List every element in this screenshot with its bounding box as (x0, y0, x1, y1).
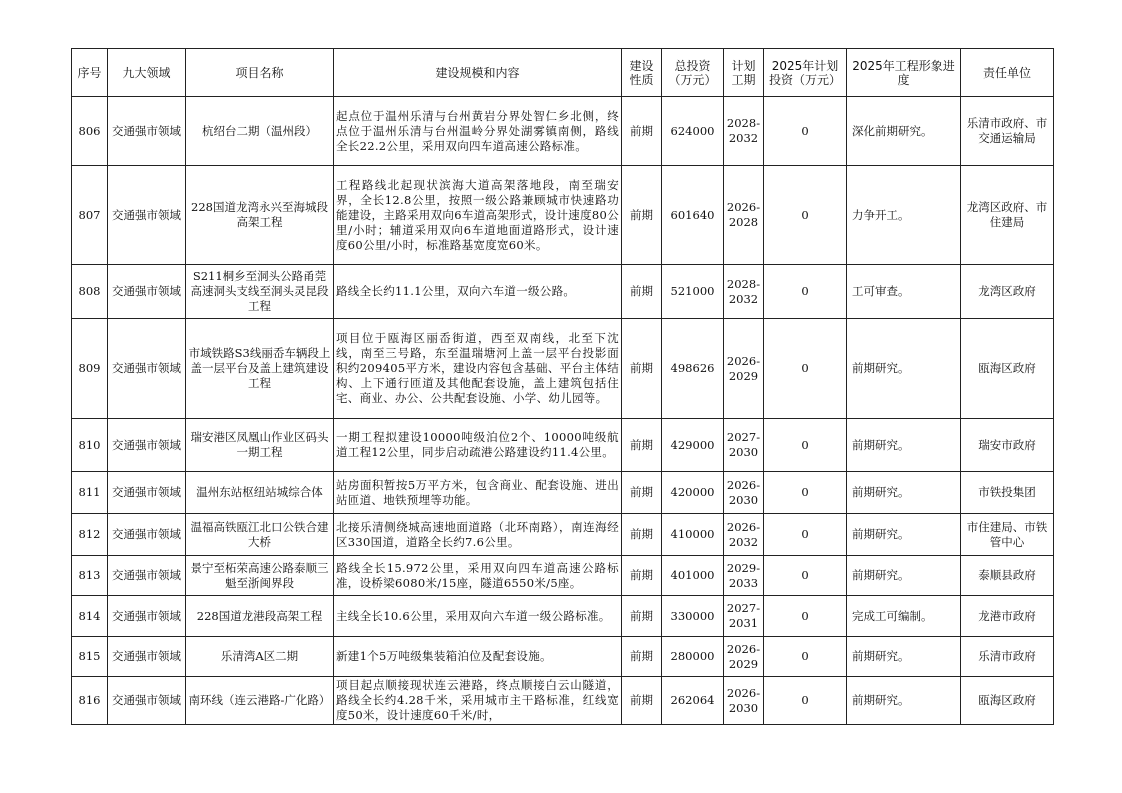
col-header-domain: 九大领域 (108, 49, 186, 97)
cell-text: 瓯海区政府 (978, 361, 1036, 375)
cell-seq (72, 166, 108, 265)
cell-name (186, 637, 334, 677)
cell-name (186, 319, 334, 419)
cell-plan2025 (764, 472, 847, 514)
cell-progress (847, 514, 961, 556)
cell-nature (622, 472, 662, 514)
cell-text: 乐清湾A区二期 (220, 649, 299, 663)
cell-text: 前期 (630, 284, 653, 298)
cell-nature (622, 596, 662, 637)
cell-text: 前期研究。 (852, 437, 910, 452)
cell-text: 330000 (670, 608, 715, 623)
cell-progress (847, 556, 961, 596)
cell-domain (108, 419, 186, 472)
cell-nature (622, 419, 662, 472)
cell-unit (961, 166, 1054, 265)
cell-text: 北接乐清侧绕城高速地面道路（北环南路），南连海经区330国道，道路全长约7.6公里。 (336, 519, 619, 549)
cell-text: 420000 (670, 485, 715, 499)
cell-text: S211桐乡至洞头公路甬莞高速洞头支线至洞头灵昆段工程 (190, 269, 329, 313)
cell-content (334, 97, 622, 166)
cell-text: 交通强市领域 (112, 207, 181, 222)
cell-total (662, 166, 724, 265)
cell-text: 主线全长10.6公里，采用双向六车道一级公路标准。 (336, 608, 611, 623)
cell-unit (961, 472, 1054, 514)
cell-domain (108, 265, 186, 319)
cell-name (186, 514, 334, 556)
cell-nature (622, 319, 662, 419)
cell-content (334, 514, 622, 556)
cell-text: 810 (78, 437, 101, 452)
cell-text: 0 (801, 207, 809, 222)
cell-seq (72, 637, 108, 677)
cell-text: 交通强市领域 (112, 361, 181, 375)
cell-content (334, 419, 622, 472)
table-row (72, 97, 1054, 166)
cell-text: 2029-2033 (726, 560, 761, 590)
cell-text: 2026-2029 (726, 641, 761, 671)
cell-text: 前期 (630, 649, 653, 663)
cell-text: 0 (801, 608, 809, 623)
cell-seq (72, 97, 108, 166)
cell-total (662, 97, 724, 166)
cell-text: 前期研究。 (852, 485, 910, 499)
cell-total (662, 596, 724, 637)
cell-text: 前期研究。 (852, 649, 910, 663)
cell-content (334, 596, 622, 637)
cell-progress (847, 596, 961, 637)
cell-text: 前期 (630, 693, 653, 707)
cell-text: 806 (78, 123, 101, 138)
cell-total (662, 265, 724, 319)
cell-text: 交通强市领域 (112, 437, 181, 452)
cell-content (334, 265, 622, 319)
cell-progress (847, 97, 961, 166)
cell-text: 乐清市政府、市交通运输局 (966, 116, 1048, 145)
cell-text: 项目起点顺接现状连云港路，终点顺接白云山隧道，路线全长约4.28千米，采用城市主干路标准，红线宽度50米，设计速度60千米/时， (336, 678, 619, 722)
table-row (72, 419, 1054, 472)
cell-total (662, 472, 724, 514)
cell-text: 807 (78, 207, 101, 222)
cell-seq (72, 319, 108, 419)
cell-progress (847, 166, 961, 265)
cell-content (334, 319, 622, 419)
cell-plan2025 (764, 677, 847, 725)
cell-text: 项目位于瓯海区丽岙街道，西至双南线，北至下沈线，南至三号路，东至温瑞塘河上盖一层平台投影面积约209405平方米，建设内容包含基础、平台主体结构、上下通行匝道及其他配套设施，盖上建筑包括住宅、商业、办公、公共配套设施、小学、幼儿园等。 (336, 331, 619, 405)
cell-progress (847, 419, 961, 472)
cell-total (662, 677, 724, 725)
cell-text: 龙湾区政府 (978, 284, 1036, 298)
cell-text: 2026-2029 (726, 353, 761, 383)
cell-text: 0 (801, 527, 809, 541)
project-table (71, 48, 1054, 725)
table-row (72, 166, 1054, 265)
cell-seq (72, 265, 108, 319)
cell-text: 景宁至柘荣高速公路泰顺三魁至浙闽界段 (190, 560, 329, 590)
cell-plan2025 (764, 265, 847, 319)
cell-progress (847, 637, 961, 677)
cell-text: 2028-2032 (726, 276, 761, 306)
cell-total (662, 637, 724, 677)
cell-domain (108, 596, 186, 637)
cell-text: 2026-2032 (726, 519, 761, 549)
cell-unit (961, 556, 1054, 596)
cell-text: 交通强市领域 (112, 123, 181, 138)
cell-text: 0 (801, 123, 809, 138)
table-row (72, 637, 1054, 677)
cell-text: 2028-2032 (726, 116, 761, 145)
cell-text: 624000 (670, 123, 715, 138)
header-row (72, 49, 1054, 97)
table-row (72, 319, 1054, 419)
cell-text: 交通强市领域 (112, 608, 181, 623)
cell-text: 0 (801, 649, 809, 663)
cell-text: 站房面积暂按5万平方米，包含商业、配套设施、进出站匝道、地铁预埋等功能。 (336, 477, 619, 507)
cell-domain (108, 677, 186, 725)
cell-plan2025 (764, 514, 847, 556)
cell-name (186, 556, 334, 596)
cell-text: 0 (801, 437, 809, 452)
cell-domain (108, 637, 186, 677)
cell-text: 0 (801, 568, 809, 582)
cell-text: 811 (78, 485, 101, 499)
cell-text: 2027-2030 (726, 430, 761, 459)
cell-text: 瓯海区政府 (978, 693, 1036, 707)
cell-name (186, 265, 334, 319)
cell-text: 路线全长15.972公里，采用双向四车道高速公路标准，设桥梁6080米/15座，隧道6550米/5座。 (336, 560, 619, 590)
cell-text: 815 (78, 649, 101, 663)
cell-name (186, 596, 334, 637)
cell-text: 泰顺县政府 (978, 568, 1036, 582)
cell-content (334, 637, 622, 677)
cell-text: 808 (78, 284, 101, 298)
cell-text: 前期 (630, 123, 653, 138)
cell-seq (72, 556, 108, 596)
cell-unit (961, 319, 1054, 419)
cell-content (334, 556, 622, 596)
cell-text: 前期 (630, 527, 653, 541)
cell-progress (847, 265, 961, 319)
cell-text: 前期 (630, 608, 653, 623)
cell-text: 乐清市政府 (978, 649, 1036, 663)
cell-text: 812 (78, 527, 101, 541)
cell-text: 前期 (630, 568, 653, 582)
cell-seq (72, 472, 108, 514)
cell-plan2025 (764, 637, 847, 677)
cell-nature (622, 265, 662, 319)
table-row (72, 677, 1054, 725)
cell-domain (108, 319, 186, 419)
cell-text: 前期研究。 (852, 361, 910, 375)
cell-unit (961, 514, 1054, 556)
cell-plan2025 (764, 556, 847, 596)
cell-name (186, 97, 334, 166)
cell-seq (72, 514, 108, 556)
cell-plan2025 (764, 319, 847, 419)
cell-text: 262064 (670, 693, 715, 707)
cell-text: 瑞安市政府 (978, 437, 1036, 452)
cell-text: 前期研究。 (852, 568, 910, 582)
cell-text: 0 (801, 693, 809, 707)
cell-plan2025 (764, 166, 847, 265)
cell-text: 0 (801, 284, 809, 298)
cell-name (186, 472, 334, 514)
cell-domain (108, 97, 186, 166)
cell-text: 2026-2030 (726, 685, 761, 715)
cell-period (724, 265, 764, 319)
cell-text: 市域铁路S3线丽岙车辆段上盖一层平台及盖上建筑建设工程 (188, 346, 331, 390)
cell-text: 交通强市领域 (112, 568, 181, 582)
cell-nature (622, 97, 662, 166)
cell-text: 交通强市领域 (112, 649, 181, 663)
cell-content (334, 677, 622, 725)
cell-plan2025 (764, 419, 847, 472)
cell-text: 温州东站枢纽站城综合体 (196, 485, 323, 499)
cell-text: 起点位于温州乐清与台州黄岩分界处智仁乡北侧，终点位于温州乐清与台州温岭分界处湖雾镇南侧，路线全长22.2公里，采用双向四车道高速公路标准。 (336, 108, 619, 153)
cell-text: 温福高铁瓯江北口公铁合建大桥 (190, 519, 329, 549)
cell-total (662, 556, 724, 596)
cell-domain (108, 556, 186, 596)
cell-domain (108, 514, 186, 556)
cell-text: 路线全长约11.1公里，双向六车道一级公路。 (336, 284, 576, 298)
cell-text: 前期 (630, 361, 653, 375)
cell-period (724, 97, 764, 166)
cell-period (724, 419, 764, 472)
cell-text: 工可审查。 (852, 284, 910, 298)
table-row (72, 596, 1054, 637)
table-row (72, 265, 1054, 319)
table-row (72, 514, 1054, 556)
cell-text: 601640 (670, 207, 715, 222)
cell-domain (108, 166, 186, 265)
cell-text: 南环线（连云港路-广化路） (188, 693, 331, 707)
col-header-content: 建设规模和内容 (334, 49, 622, 97)
cell-text: 龙湾区政府、市住建局 (966, 200, 1048, 229)
cell-period (724, 556, 764, 596)
cell-text: 498626 (670, 361, 715, 375)
cell-text: 228国道龙湾永兴至海城段高架工程 (191, 200, 328, 229)
cell-period (724, 472, 764, 514)
table-row (72, 472, 1054, 514)
cell-name (186, 677, 334, 725)
cell-text: 交通强市领域 (112, 284, 181, 298)
cell-text: 2027-2031 (726, 601, 761, 630)
cell-text: 交通强市领域 (112, 693, 181, 707)
cell-text: 新建1个5万吨级集装箱泊位及配套设施。 (336, 649, 552, 663)
table-row (72, 556, 1054, 596)
cell-unit (961, 97, 1054, 166)
cell-seq (72, 677, 108, 725)
cell-text: 一期工程拟建设10000吨级泊位2个、10000吨级航道工程12公里，同步启动疏港公路建设约11.4公里。 (336, 430, 619, 459)
col-header-nature: 建设性质 (622, 49, 662, 97)
cell-period (724, 637, 764, 677)
cell-nature (622, 637, 662, 677)
col-header-unit: 责任单位 (961, 49, 1054, 97)
cell-unit (961, 419, 1054, 472)
cell-period (724, 514, 764, 556)
cell-domain (108, 472, 186, 514)
cell-text: 力争开工。 (852, 207, 910, 222)
cell-text: 前期 (630, 207, 653, 222)
cell-unit (961, 265, 1054, 319)
cell-period (724, 319, 764, 419)
cell-text: 0 (801, 361, 809, 375)
cell-nature (622, 556, 662, 596)
cell-text: 280000 (670, 649, 715, 663)
cell-text: 0 (801, 485, 809, 499)
cell-text: 瑞安港区凤凰山作业区码头一期工程 (190, 430, 329, 459)
col-header-period: 计划工期 (724, 49, 764, 97)
cell-text: 交通强市领域 (112, 527, 181, 541)
cell-content (334, 166, 622, 265)
cell-text: 完成工可编制。 (852, 608, 933, 623)
cell-total (662, 419, 724, 472)
cell-text: 市住建局、市铁管中心 (966, 519, 1048, 549)
cell-seq (72, 596, 108, 637)
cell-name (186, 166, 334, 265)
cell-content (334, 472, 622, 514)
cell-progress (847, 472, 961, 514)
cell-text: 交通强市领域 (112, 485, 181, 499)
cell-text: 前期 (630, 485, 653, 499)
cell-plan2025 (764, 596, 847, 637)
cell-unit (961, 677, 1054, 725)
cell-nature (622, 677, 662, 725)
col-header-plan2025: 2025年计划投资（万元） (764, 49, 847, 97)
cell-text: 2026-2030 (726, 477, 761, 507)
cell-text: 429000 (670, 437, 715, 452)
cell-unit (961, 637, 1054, 677)
cell-total (662, 319, 724, 419)
cell-text: 401000 (670, 568, 715, 582)
cell-text: 前期研究。 (852, 693, 910, 707)
cell-text: 2026-2028 (726, 200, 761, 229)
cell-text: 813 (78, 568, 101, 582)
cell-text: 809 (78, 361, 101, 375)
col-header-total: 总投资（万元） (662, 49, 724, 97)
cell-period (724, 166, 764, 265)
cell-text: 816 (78, 693, 101, 707)
cell-period (724, 596, 764, 637)
cell-nature (622, 514, 662, 556)
col-header-seq: 序号 (72, 49, 108, 97)
cell-plan2025 (764, 97, 847, 166)
cell-text: 前期 (630, 437, 653, 452)
cell-nature (622, 166, 662, 265)
cell-total (662, 514, 724, 556)
cell-unit (961, 596, 1054, 637)
cell-text: 市铁投集团 (978, 485, 1036, 499)
cell-text: 814 (78, 608, 101, 623)
col-header-progress: 2025年工程形象进度 (847, 49, 961, 97)
cell-text: 工程路线北起现状滨海大道高架落地段，南至瑞安界，全长12.8公里，按照一级公路兼顾城市快速路功能建设，主路采用双向6车道高架形式，设计速度80公里/小时；辅道采用双向6车道地面道路形式，设计速度60公里/小时，标准路基宽度宽60米。 (336, 177, 619, 252)
cell-progress (847, 677, 961, 725)
cell-text: 杭绍台二期（温州段） (202, 123, 317, 138)
cell-seq (72, 419, 108, 472)
cell-text: 521000 (670, 284, 715, 298)
cell-text: 前期研究。 (852, 527, 910, 541)
cell-text: 228国道龙港段高架工程 (196, 608, 323, 623)
cell-text: 410000 (670, 527, 715, 541)
col-header-name: 项目名称 (186, 49, 334, 97)
cell-text: 深化前期研究。 (852, 123, 933, 138)
cell-text: 龙港市政府 (978, 608, 1036, 623)
cell-period (724, 677, 764, 725)
cell-name (186, 419, 334, 472)
cell-progress (847, 319, 961, 419)
